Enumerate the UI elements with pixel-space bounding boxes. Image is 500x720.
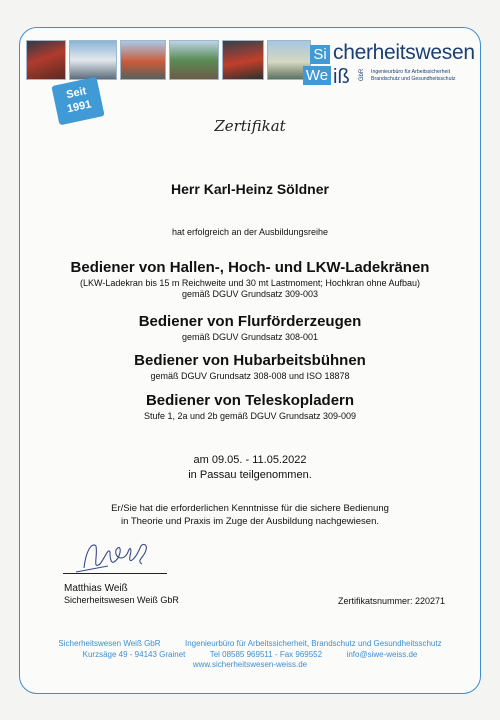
signature-line: [63, 573, 167, 574]
certificate-title: Zertifikat: [214, 117, 286, 135]
course-detail: gemäß DGUV Grundsatz 308-001: [181, 332, 319, 342]
footer-phone: Tel 08585 969511 - Fax 969552: [209, 649, 323, 659]
badge-line-1: Seit: [65, 85, 88, 102]
header-photo: [120, 40, 166, 80]
certificate-number: Zertifikatsnummer: 220271: [338, 596, 446, 606]
intro-text: hat erfolgreich an der Ausbildungsreihe: [171, 227, 329, 237]
date-line-1: am 09.05. - 11.05.2022: [193, 454, 307, 466]
course-title: Bediener von Hallen-, Hoch- und LKW-Ladekränen: [70, 259, 430, 276]
course-title: Bediener von Hubarbeitsbühnen: [134, 352, 366, 369]
logo-gbr: GbR: [359, 68, 366, 82]
logo-ss-text: iß: [333, 66, 350, 88]
footer-website[interactable]: www.sicherheitswesen-weiss.de: [192, 660, 308, 669]
logo-we: We: [303, 66, 331, 85]
footer-company: Sicherheitswesen Weiß GbR: [58, 639, 161, 648]
header-photo: [222, 40, 264, 80]
course-item: [19, 313, 481, 343]
signer-organization: Sicherheitswesen Weiß GbR: [64, 595, 179, 605]
signer-name: Matthias Weiß: [64, 583, 128, 594]
header-photo: [26, 40, 66, 80]
header-photo-strip: [26, 40, 276, 82]
course-title: Bediener von Flurförderzeugen: [138, 313, 362, 330]
header-photo: [69, 40, 117, 80]
footer: [19, 639, 481, 671]
training-date: [19, 453, 481, 483]
recipient-name: Herr Karl-Heinz Söldner: [171, 181, 329, 197]
logo-main-text: cherheitswesen: [333, 41, 475, 64]
note-line-2: in Theorie und Praxis im Zuge der Ausbildung nachgewiesen.: [120, 516, 380, 527]
course-item: [19, 392, 481, 422]
logo-tagline-line-1: Ingenieurbüro für Arbeitssicherheit: [371, 69, 451, 75]
header-photo: [169, 40, 219, 80]
course-title: Bediener von Teleskopladern: [145, 392, 355, 409]
logo-tagline: [371, 69, 481, 83]
course-detail: gemäß DGUV Grundsatz 309-003: [181, 289, 319, 299]
course-detail: gemäß DGUV Grundsatz 308-008 und ISO 18878: [150, 371, 350, 381]
date-line-2: in Passau teilgenommen.: [188, 469, 312, 481]
badge-line-2: 1991: [66, 98, 93, 116]
footer-email[interactable]: info@siwe-weiss.de: [346, 649, 418, 659]
competence-note: [19, 502, 481, 528]
logo-si: Si: [310, 45, 330, 64]
footer-address: Kurzsäge 49 - 94143 Grainet: [82, 649, 186, 659]
logo-tagline-line-2: Brandschutz und Gesundheitsschutz: [371, 76, 456, 82]
course-detail: Stufe 1, 2a und 2b gemäß DGUV Grundsatz 309-009: [143, 411, 357, 421]
course-item: [19, 259, 481, 300]
course-item: [19, 352, 481, 382]
footer-tagline: Ingenieurbüro für Arbeitssicherheit, Brandschutz und Gesundheitsschutz: [185, 639, 442, 648]
course-detail: (LKW-Ladekran bis 15 m Reichweite und 30 mt Lastmoment; Hochkran ohne Aufbau): [79, 278, 420, 288]
note-line-1: Er/Sie hat die erforderlichen Kenntnisse für die sichere Bedienung: [111, 503, 389, 514]
signature: [62, 536, 167, 582]
